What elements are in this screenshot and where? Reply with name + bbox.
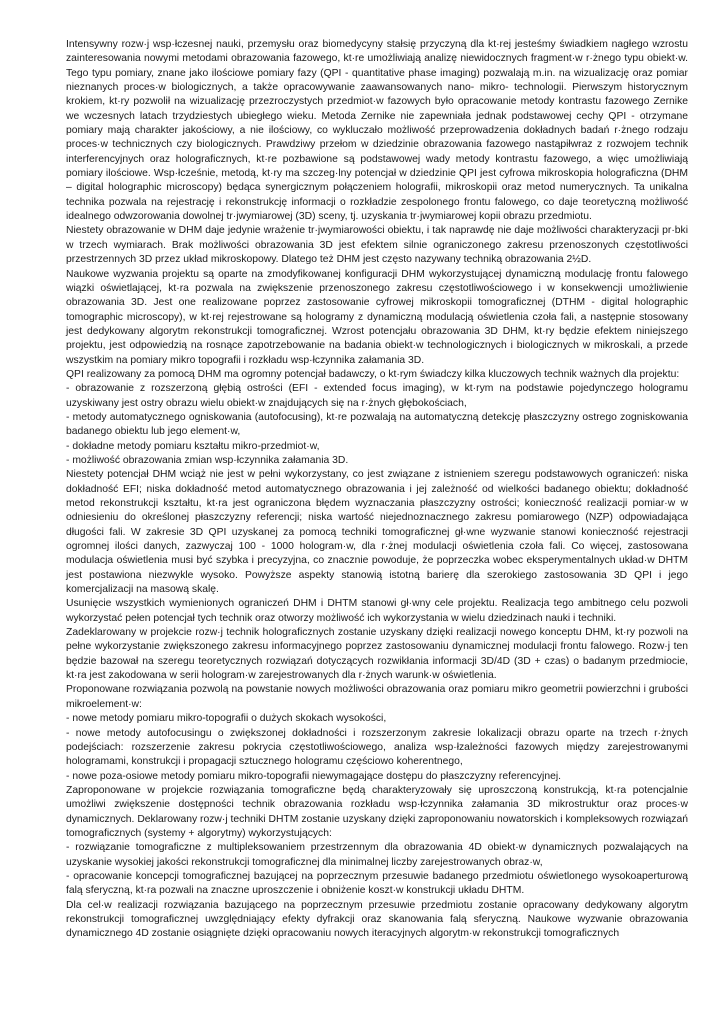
paragraph-dhm-limitations: Niestety obrazowanie w DHM daje jedynie wrażenie tr·jwymiarowości obiektu, i tak naprawdę nie daje możliwości charakteryzacji pr·bki w trzech wymiarach. Brak możliwości obrazowania 3D jest efektem silnie ograniczonego zakresu przenoszonych częstotliwości przestrzennych 3D przez układ mikroskopowy. Dlatego też DHM jest często nazywany techniką obrazowania 2½D.	[66, 225, 688, 266]
paragraph-limitations: Niestety potencjał DHM wciąż nie jest w pełni wykorzystany, co jest związane z istnieniem szeregu podstawowych ograniczeń: niska dokładność EFI; niska dokładność metod automatycznego obrazowania i jej zależność od wielkości badanego obiektu; dokładność metod rekonstrukcji kształtu, kt·ra jest ograniczona błędem wyznaczania płaszczyzny ostrości; konieczność realizacji pomiar·w w odniesieniu do określonej płaszczyzny referencji; niska wartość niejednoznacznego zakresu pomiarowego (NZP) odpowiadająca długości fali. W zakresie 3D QPI uzyskanej za pomocą techniki tomograficznej gł·wne wyzwanie stanowi konieczność rejestracji ogromnej ilości danych, zazwyczaj 100 - 1000 hologram·w, dla r·żnej modulacji oświetlenia czoła fali. Co więcej, zastosowana modulacja oświetlenia musi być szybka i precyzyjna, co znacznie powoduje, że poprzeczka wobec eksperymentalnych układ·w DHTM jest postawiona niezwykle wysoko. Powyższe aspekty stanowią istotną barierę dla szerokiego zastosowania 3D QPI i jego komercjalizacji na masową skalę.	[66, 469, 688, 596]
list-item: - dokładne metody pomiaru kształtu mikro-przedmiot·w,	[66, 440, 320, 452]
list-item: - nowe metody pomiaru mikro-topografii o dużych skokach wysokości,	[66, 713, 387, 725]
paragraph-tomographic-solutions: Zaproponowane w projekcie rozwiązania tomograficzne będą charakteryzowały się uproszczoną konstrukcją, kt·ra potencjalnie umożliwi zwiększenie dostępności technik obrazowania rozkładu wsp·łczynnika załamania 3D mikrostruktur oraz proces·w dynamicznych. Deklarowany rozw·j techniki DHTM zostanie uzyskany dzięki zaproponowaniu nowatorskich i kompleksowych rozwiązań tomograficznych (systemy + algorytmy) wykorzystujących:	[66, 784, 688, 839]
list-item: - opracowanie koncepcji tomograficznej bazującej na poprzecznym przesuwie badanego przedmiotu oświetlonego wysokoaperturową falą sferyczną, kt·ra pozwali na znaczne uproszczenie i obniżenie koszt·w konstrukcji układu DHTM.	[66, 870, 688, 897]
paragraph-project-challenges: Naukowe wyzwania projektu są oparte na zmodyfikowanej konfiguracji DHM wykorzystującej dynamiczną modulację frontu falowego wiązki oświetlającej, kt·ra pozwala na zwiększenie przenoszonego zakresu częstotliwościowego i w konsekwencji umożliwienie obrazowania 3D. Jest one realizowane poprzez zastosowanie cyfrowej mikroskopii tomograficznej (DTHM - digital holographic tomographic microscopy), w kt·rej rejestrowane są hologramy z dynamiczną modulacją oświetlenia czoła fali, a następnie stosowany jest dedykowany algorytm rekonstrukcji tomograficznej. Wzrost potencjału obrazowania 3D DHM, kt·ry będzie efektem niniejszego projektu, jest odpowiedzią na rosnące zapotrzebowanie na badania obiekt·w technologicznych i biologicznych w mikroskali, a przede wszystkim na pomiary mikro topografii i rozkładu wsp·łczynnika załamania 3D.	[66, 268, 688, 366]
list-item: - nowe poza-osiowe metody pomiaru mikro-topografii niewymagające dostępu do płaszczyzny referencyjnej.	[66, 770, 562, 782]
paragraph-intro: Intensywny rozw·j wsp·łczesnej nauki, przemysłu oraz biomedycyny stałsię przyczyną dla kt·rej jesteśmy świadkiem nagłego wzrostu zainteresowania nowymi metodami obrazowania fazowego, kt·re umożliwiają analizę niewidocznych fragment·w r·żnego typu obiekt·w. Tego typu pomiary, znane jako ilościowe pomiary fazy (QPI - quantitative phase imaging) pozwalają m.in. na wizualizację oraz pomiar nieznanych proces·w biologicznych, a także opracowywanie zaawansowanych nano- mikro- technologii. Pierwszym historycznym krokiem, kt·ry pozwolił na wizualizację przezroczystych przedmiot·w fazowych było opracowanie metody kontrastu fazowego Zernike we wczesnych latach trzydziestych ubiegłego wieku. Metoda Zernike nie zapewniała jednak podstawowej cechy QPI - otrzymane pomiary mają charakter jakościowy, a nie ilościowy, co wykluczało możliwość przeprowadzenia dokładnych badań r·żnego rodzaju proces·w technicznych czy biologicznych. Prawdziwy przełom w dziedzinie obrazowania fazowego nastąpiłwraz z rozwojem technik interferencyjnych oraz holograficznych, kt·re pozbawione są podstawowej wady metody kontrastu fazowego, a więc umożliwiają pomiary ilościowe. Wsp·łcześnie, metodą, kt·ry ma szczeg·lny potencjał w dziedzinie QPI jest cyfrowa mikroskopia holograficzna (DHM ‒ digital holographic microscopy) będąca synergicznym połączeniem holografii, mikroskopii oraz metod numerycznych. Ta unikalna technika pozwala na rejestrację i rekonstrukcję informacji o rozkładzie zespolonego frontu falowego, co daje teoretyczną możliwość idealnego odwzorowania dowolnej tr·jwymiarowej (3D) sceny, tj. uzyskania tr·jwymiarowej kopii obrazu przedmiotu.	[66, 39, 688, 223]
paragraph-qpi-potential: QPI realizowany za pomocą DHM ma ogromny potencjał badawczy, o kt·rym świadczy kilka kluczowych technik ważnych dla projektu:	[66, 368, 680, 380]
list-item: - rozwiązanie tomograficzne z multipleksowaniem przestrzennym dla obrazowania 4D obiekt·w dynamicznych pozwalających na uzyskanie wysokiej jakości rekonstrukcji tomograficznej dla minimalnej liczby zarejestrowanych obraz·w,	[66, 842, 688, 868]
paragraph-project-goal: Usunięcie wszystkich wymienionych ograniczeń DHM i DHTM stanowi gł·wny cele projektu. Realizacja tego ambitnego celu pozwoli wykorzystać pełen potencjał tych technik oraz otworzy możliwość ich wykorzystania w wielu dziedzinach nauki i techniki.	[66, 598, 688, 624]
list-item: - obrazowanie z rozszerzoną głębią ostrości (EFI - extended focus imaging), w kt·rym na podstawie pojedynczego hologramu uzyskiwany jest ostry obrazu wielu obiekt·w znajdujących się na r·żnych głębokościach,	[66, 383, 688, 409]
list-item: - metody automatycznego ogniskowania (autofocusing), kt·re pozwalają na automatyczną detekcję płaszczyzny ostrego zogniskowania badanego obiektu lub jego element·w,	[66, 411, 688, 438]
list-item: - nowe metody autofocusingu o zwiększonej dokładności i rozszerzonym zakresie lokalizacji obrazu oparte na trzech r·żnych podejściach: rozszerzenie zakresu pokrycia częstotliwościowego, analiza wsp·łzależności fazowych między zarejestrowanymi hologramami, konstrukcji i propagacji sztucznego hologramu częściowo koherentnego,	[66, 727, 688, 768]
paragraph-declared-development: Zadeklarowany w projekcie rozw·j technik holograficznych zostanie uzyskany dzięki realizacji nowego konceptu DHM, kt·ry pozwoli na pełne wykorzystanie zwiększonego zakresu informacyjnego poprzez zastosowaniu dynamicznej modulacji frontu falowego. Rozw·j ten będzie bazował na szeregu teoretycznych rozwiązań dotyczących rozwikłania informacji 3D/4D (3D + czas) o badanym przedmiocie, kt·ra jest zakodowana w serii hologram·w zarejestrowanych dla r·żnych warunk·w oświetlenia.	[66, 627, 688, 682]
paragraph-final: Dla cel·w realizacji rozwiązania bazującego na poprzecznym przesuwie przedmiotu zostanie opracowany dedykowany algorytm rekonstrukcji tomograficznej uwzględniający efekty dyfrakcji oraz skanowania falą sferyczną. Naukowe wyzwanie obrazowania dynamicznego 4D zostanie osiągnięte dzięki opracowaniu nowych iteracyjnych algorytm·w rekonstrukcji tomograficznych	[66, 899, 688, 940]
list-item: - możliwość obrazowania zmian wsp·łczynnika załamania 3D.	[66, 454, 349, 466]
paragraph-proposed-solutions: Proponowane rozwiązania pozwolą na powstanie nowych możliwości obrazowania oraz pomiaru mikro geometrii powierzchni i grubości mikroelement·w:	[66, 684, 688, 710]
